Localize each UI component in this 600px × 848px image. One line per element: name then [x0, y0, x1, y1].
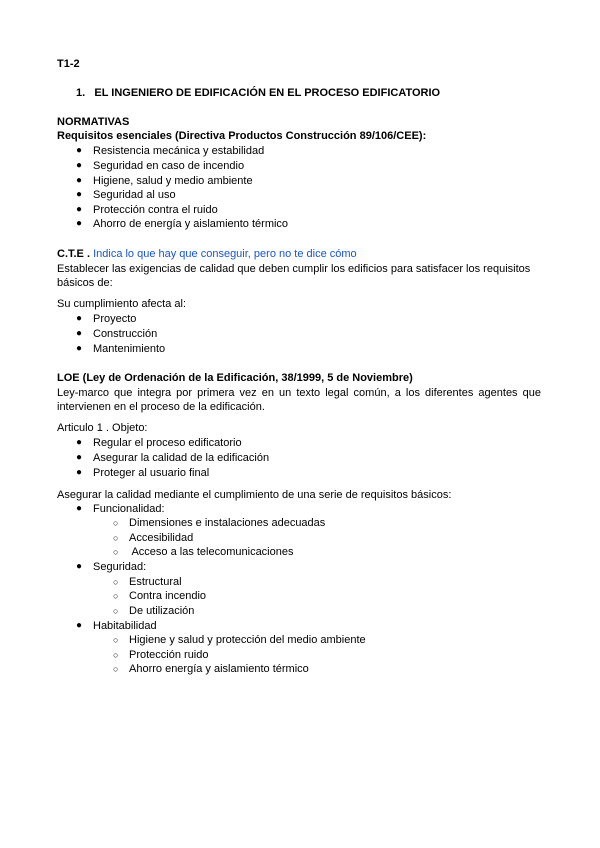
- sub-bullet: ○: [113, 664, 119, 674]
- sub-list-item: De utilización: [129, 605, 195, 617]
- sub-list-item: Accesibilidad: [129, 532, 194, 544]
- loe-article-label: Articulo 1 . Objeto:: [57, 422, 148, 434]
- cte-affects-label: Su cumplimiento afecta al:: [57, 298, 187, 310]
- sub-bullet: ○: [113, 547, 119, 557]
- bullet: ●: [76, 467, 83, 478]
- list-item: Asegurar la calidad de la edificación: [93, 452, 270, 464]
- bullet: ●: [76, 620, 83, 631]
- sub-bullet: ○: [113, 533, 119, 543]
- document-code: T1-2: [57, 58, 80, 70]
- list-item: Seguridad al uso: [93, 189, 176, 201]
- bullet: ●: [76, 189, 83, 200]
- sub-list-item: Ahorro energía y aislamiento térmico: [129, 663, 309, 675]
- sub-bullet: ○: [113, 650, 119, 660]
- sub-list-item: Dimensiones e instalaciones adecuadas: [129, 517, 326, 529]
- bullet: ●: [76, 145, 83, 156]
- cte-text-line2: básicos de:: [57, 277, 113, 289]
- normativas-title: NORMATIVAS: [57, 116, 130, 128]
- sub-list-item: Acceso a las telecomunicaciones: [129, 546, 294, 558]
- sub-bullet: ○: [113, 577, 119, 587]
- bullet: ●: [76, 452, 83, 463]
- list-item: Higiene, salud y medio ambiente: [93, 175, 253, 187]
- bullet: ●: [76, 343, 83, 354]
- sub-list-item: Contra incendio: [129, 590, 207, 602]
- list-item: Regular el proceso edificatorio: [93, 437, 242, 449]
- bullet: ●: [76, 204, 83, 215]
- bullet: ●: [76, 328, 83, 339]
- sub-list-item: Estructural: [129, 576, 182, 588]
- sub-bullet: ○: [113, 635, 119, 645]
- loe-text-line2: intervienen en el proceso de la edificación.: [57, 401, 265, 413]
- group-label: Seguridad:: [93, 561, 147, 573]
- list-item: Seguridad en caso de incendio: [93, 160, 245, 172]
- cte-heading: [57, 247, 357, 261]
- list-item: Resistencia mecánica y estabilidad: [93, 145, 265, 157]
- heading-title: EL INGENIERO DE EDIFICACIÓN EN EL PROCESO EDIFICATORIO: [94, 87, 441, 99]
- bullet: ●: [76, 175, 83, 186]
- bullet: ●: [76, 561, 83, 572]
- bullet: ●: [76, 503, 83, 514]
- bullet: ●: [76, 313, 83, 324]
- loe-title: LOE (Ley de Ordenación de la Edificación, 38/1999, 5 de Noviembre): [57, 372, 413, 384]
- loe-text-line1: Ley-marco que integra por primera vez en un texto legal común, a los diferentes agentes que: [57, 387, 541, 399]
- sub-list-item: Protección ruido: [129, 649, 209, 661]
- loe-requirements-intro: Asegurar la calidad mediante el cumplimiento de una serie de requisitos básicos:: [57, 489, 452, 501]
- group-label: Habitabilidad: [93, 620, 157, 632]
- cte-note: Indica lo que hay que conseguir, pero no te dice cómo: [93, 248, 357, 260]
- heading-number: 1.: [76, 87, 86, 99]
- cte-title: C.T.E .: [57, 248, 91, 260]
- section-heading: [76, 86, 440, 100]
- normativas-subtitle: Requisitos esenciales (Directiva Productos Construcción 89/106/CEE):: [57, 130, 427, 142]
- bullet: ●: [76, 218, 83, 229]
- bullet: ●: [76, 160, 83, 171]
- list-item: Proyecto: [93, 313, 137, 325]
- sub-list-item: Higiene y salud y protección del medio ambiente: [129, 634, 366, 646]
- list-item: Construcción: [93, 328, 158, 340]
- group-label: Funcionalidad:: [93, 503, 165, 515]
- list-item: Ahorro de energía y aislamiento térmico: [93, 218, 289, 230]
- list-item: Mantenimiento: [93, 343, 166, 355]
- sub-bullet: ○: [113, 606, 119, 616]
- cte-text-line1: Establecer las exigencias de calidad que deben cumplir los edificios para satisfacer los requisitos: [57, 263, 531, 275]
- sub-bullet: ○: [113, 518, 119, 528]
- sub-bullet: ○: [113, 591, 119, 601]
- bullet: ●: [76, 437, 83, 448]
- list-item: Protección contra el ruido: [93, 204, 218, 216]
- list-item: Proteger al usuario final: [93, 467, 210, 479]
